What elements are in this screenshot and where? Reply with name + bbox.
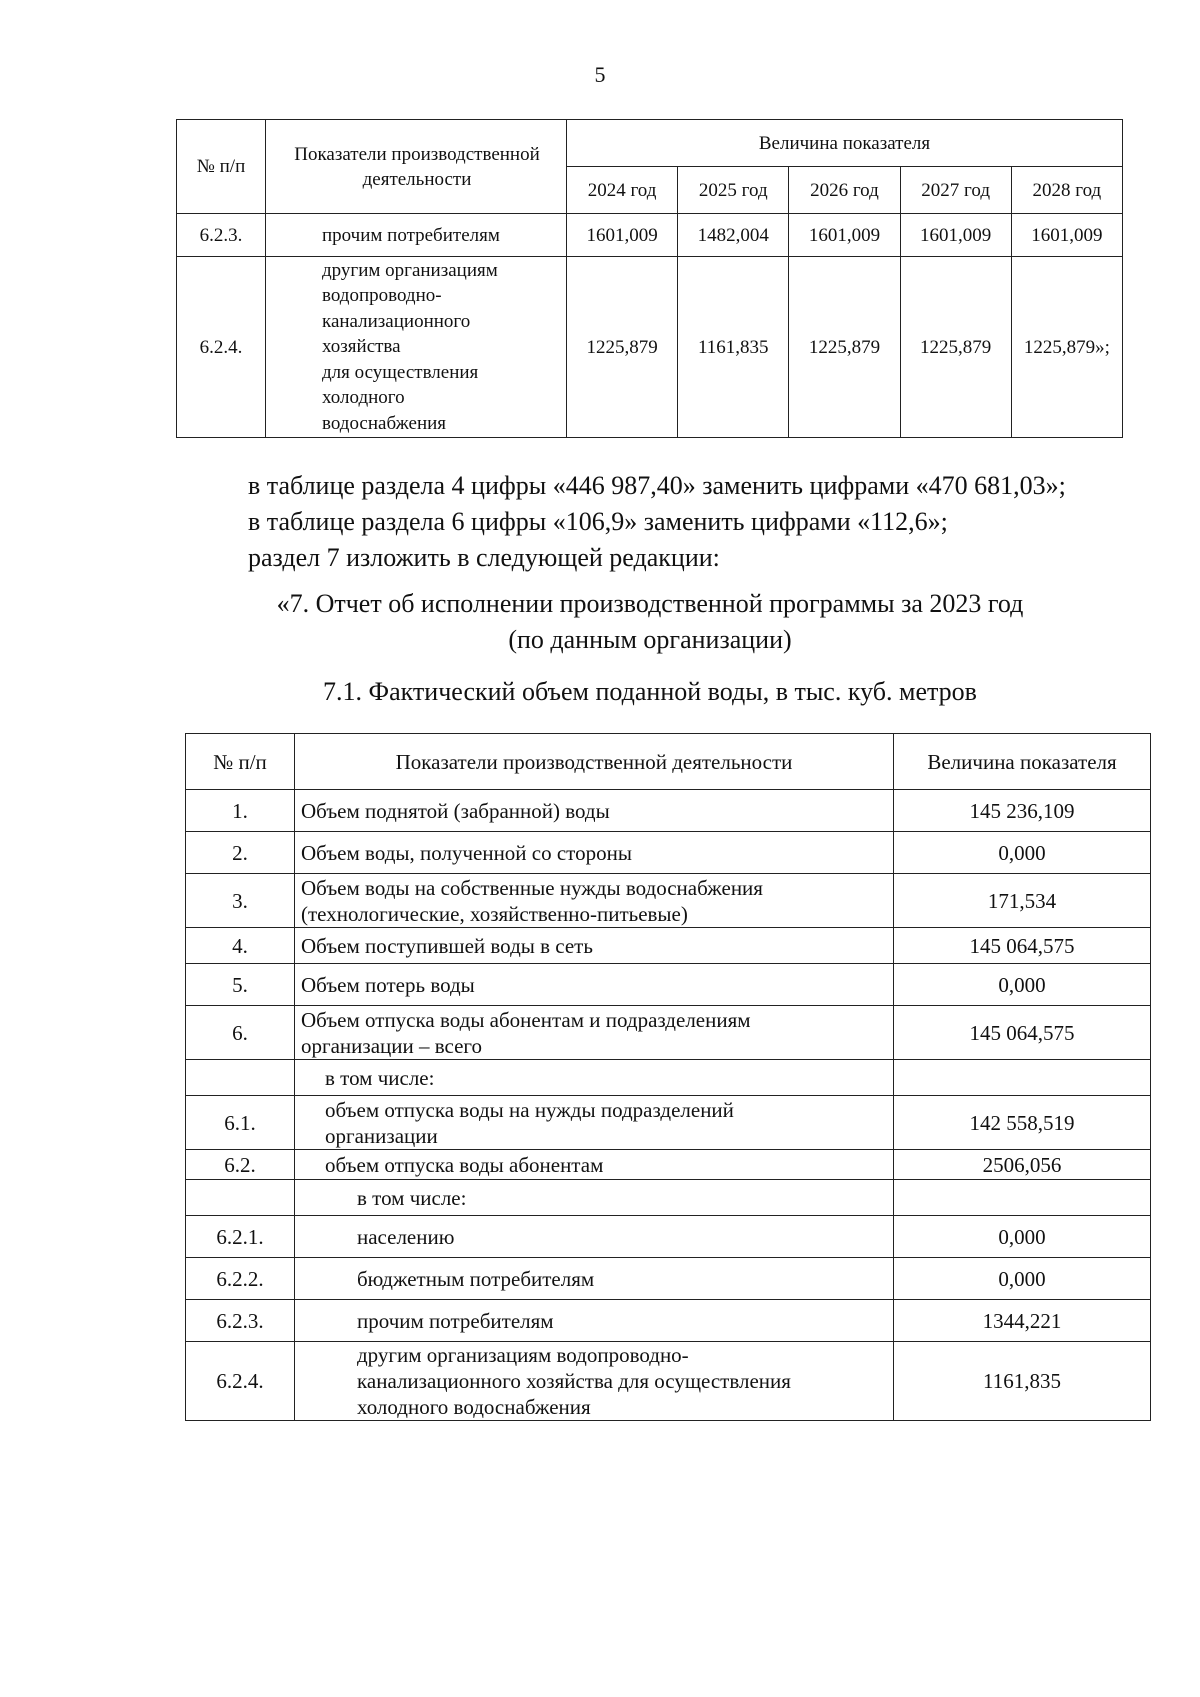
row-indicator-line: Объем воды, полученной со стороны [301,840,632,865]
row-indicator-line: другим организациям водопроводно- [357,1343,689,1367]
table-row [186,1060,1151,1096]
table-row [186,1300,1151,1342]
row-value: 1225,879»; [1011,257,1122,438]
row-indicator-line: населению [357,1224,455,1249]
row-value: 1225,879 [567,257,678,438]
row-num: 6.1. [186,1096,295,1150]
row-indicator [295,790,894,832]
row-value: 1601,009 [567,214,678,257]
header-year: 2025 год [678,167,789,214]
row-indicator [266,214,567,257]
row-indicator-line: водоснабжения [322,412,447,434]
table-row [186,1006,1151,1060]
row-indicator-line: в том числе: [357,1185,467,1210]
row-indicator [295,1258,894,1300]
table-row [186,1150,1151,1180]
row-indicator [295,1096,894,1150]
row-indicator-line: организации [325,1123,438,1148]
row-indicator-line: водопроводно- [322,285,442,307]
header-year: 2028 год [1011,167,1122,214]
row-value [894,1060,1151,1096]
paragraph: в таблице раздела 4 цифры «446 987,40» заменить цифрами «470 681,03»; [248,471,1066,500]
actual-volume-table [185,733,1151,1421]
row-indicator [295,1300,894,1342]
table-row [186,1180,1151,1216]
row-value: 1161,835 [894,1342,1151,1421]
paragraph: раздел 7 изложить в следующей редакции: [248,543,720,572]
table-row [186,964,1151,1006]
row-value: 1601,009 [1011,214,1122,257]
row-value: 2506,056 [894,1150,1151,1180]
row-indicator-line: прочим потребителям [357,1308,554,1333]
row-indicator [295,1342,894,1421]
row-indicator-line: бюджетным потребителям [357,1266,595,1291]
row-value: 1225,879 [789,257,900,438]
planned-indicators-table [176,119,1123,438]
row-value: 0,000 [894,964,1151,1006]
header-year: 2026 год [789,167,900,214]
row-num [186,1060,295,1096]
header-num: № п/п [177,120,266,214]
row-indicator [295,964,894,1006]
table-row [186,1342,1151,1421]
amendment-paragraphs [248,468,1148,576]
row-value: 171,534 [894,874,1151,928]
row-indicator-line: хозяйства [322,336,401,358]
row-indicator [295,928,894,964]
row-value: 1601,009 [900,214,1011,257]
row-num: 1. [186,790,295,832]
header-value: Величина показателя [894,734,1151,790]
row-indicator-line: канализационного [322,310,471,332]
row-indicator [295,832,894,874]
row-value: 1161,835 [678,257,789,438]
header-year: 2027 год [900,167,1011,214]
row-num: 6.2.4. [177,257,266,438]
row-num: 6.2.3. [186,1300,295,1342]
row-indicator-line: для осуществления [322,361,479,383]
header-indicator: Показатели производственной деятельности [266,120,567,214]
row-indicator-line: объем отпуска воды на нужды подразделений [325,1097,734,1122]
page-number: 5 [594,62,606,87]
header-num: № п/п [186,734,295,790]
row-indicator-line: (технологические, хозяйственно-питьевые) [301,901,688,926]
row-indicator [295,1180,894,1216]
section-heading [180,586,1120,658]
table-row [186,1096,1151,1150]
row-indicator-line: холодного водоснабжения [357,1395,591,1419]
header-value-group: Величина показателя [567,120,1123,167]
row-indicator [266,257,567,438]
row-num [186,1180,295,1216]
row-num: 6.2. [186,1150,295,1180]
row-indicator-line: прочим потребителям [322,224,500,246]
table-row [177,214,1123,257]
row-num: 6.2.2. [186,1258,295,1300]
row-indicator [295,1060,894,1096]
row-indicator-line: организации – всего [301,1033,483,1058]
row-indicator-line: Объем поступившей воды в сеть [301,933,593,958]
row-indicator-line: канализационного хозяйства для осуществления [357,1369,791,1393]
row-value: 145 064,575 [894,928,1151,964]
table-row [177,257,1123,438]
row-value: 1344,221 [894,1300,1151,1342]
row-indicator [295,1006,894,1060]
section-heading-line: (по данным организации) [508,625,792,654]
table-row [186,928,1151,964]
row-value: 145 064,575 [894,1006,1151,1060]
row-indicator-line: Объем поднятой (забранной) воды [301,798,610,823]
row-value: 0,000 [894,832,1151,874]
row-indicator-line: в том числе: [325,1065,435,1090]
row-indicator [295,874,894,928]
row-indicator-line: Объем воды на собственные нужды водоснабжения [301,875,763,900]
row-value: 1225,879 [900,257,1011,438]
row-num: 6.2.1. [186,1216,295,1258]
row-indicator-line: Объем потерь воды [301,972,475,997]
table-row [186,1258,1151,1300]
table-row [186,790,1151,832]
table-row [186,1216,1151,1258]
row-indicator [295,1216,894,1258]
header-indicator: Показатели производственной деятельности [295,734,894,790]
row-num: 6.2.3. [177,214,266,257]
row-num: 4. [186,928,295,964]
subsection-heading: 7.1. Фактический объем поданной воды, в тыс. куб. метров [323,677,977,706]
row-indicator-line: другим организациям [322,259,498,281]
row-value: 145 236,109 [894,790,1151,832]
row-value: 142 558,519 [894,1096,1151,1150]
header-year: 2024 год [567,167,678,214]
row-value: 1482,004 [678,214,789,257]
row-num: 5. [186,964,295,1006]
table-row [186,832,1151,874]
row-num: 6.2.4. [186,1342,295,1421]
row-num: 2. [186,832,295,874]
row-indicator-line: объем отпуска воды абонентам [325,1152,604,1177]
row-indicator [295,1150,894,1180]
table-row [186,874,1151,928]
section-heading-line: «7. Отчет об исполнении производственной программы за 2023 год [276,589,1024,618]
row-indicator-line: холодного [322,387,405,409]
row-indicator-line: Объем отпуска воды абонентам и подразделениям [301,1007,751,1032]
row-num: 3. [186,874,295,928]
row-num: 6. [186,1006,295,1060]
row-value [894,1180,1151,1216]
row-value: 1601,009 [789,214,900,257]
row-value: 0,000 [894,1216,1151,1258]
paragraph: в таблице раздела 6 цифры «106,9» заменить цифрами «112,6»; [248,507,948,536]
row-value: 0,000 [894,1258,1151,1300]
